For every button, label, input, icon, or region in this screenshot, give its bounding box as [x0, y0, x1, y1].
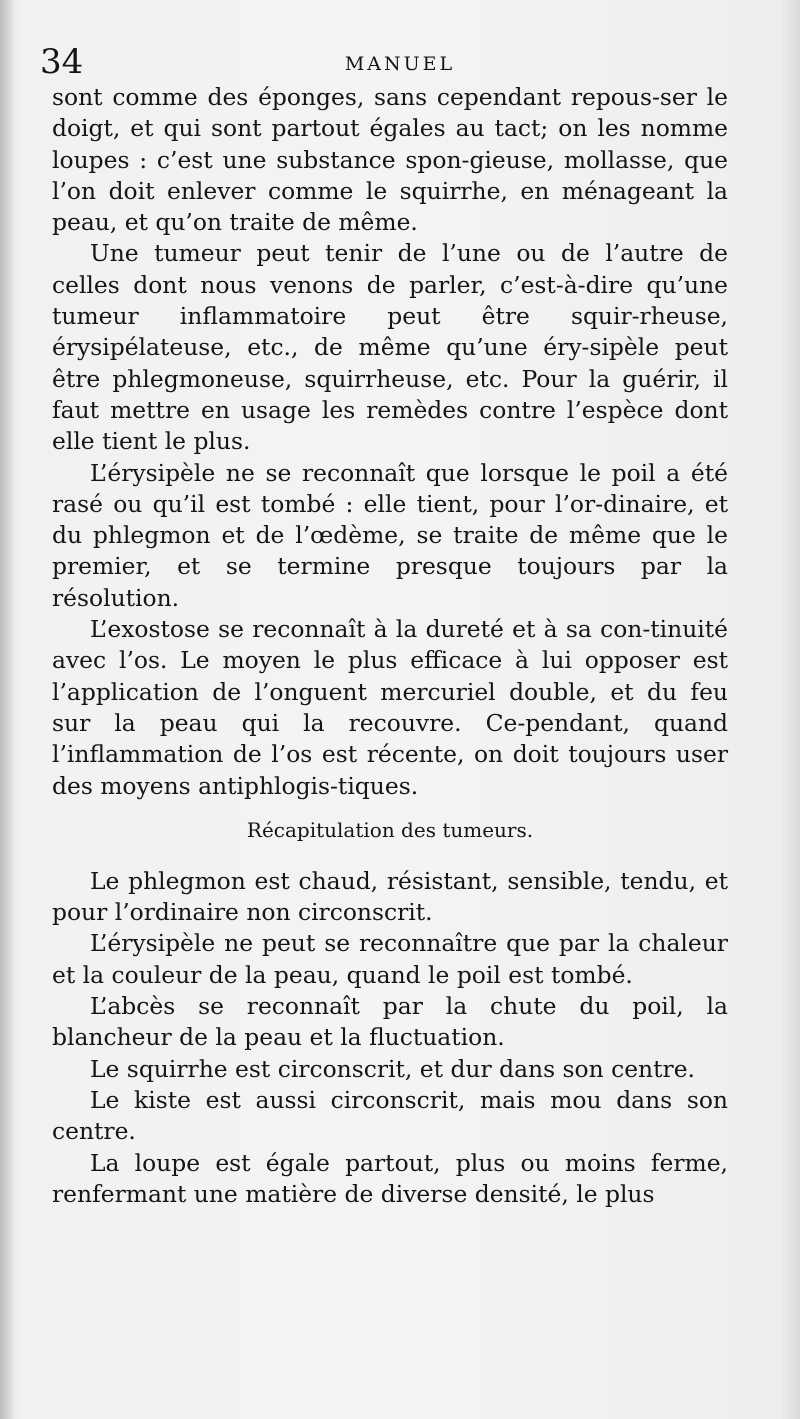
paragraph-continued: sont comme des éponges, sans cependant repous-ser le doigt, et qui sont partout égales au tact; on les nomme loupes : c’est une substance spon-gieuse, mollasse, que l’on doit enlever comme le squirrhe, en ménageant la peau, et qu’on traite de même. [52, 83, 728, 237]
recap-abces: L’abcès se reconnaît par la chute du poil, la blancheur de la peau et la fluctuation. [52, 992, 728, 1052]
paragraph-erysipele: L’érysipèle ne se reconnaît que lorsque le poil a été rasé ou qu’il est tombé : elle tient, pour l’or-dinaire, et du phlegmon et de l’œdème, se traite de même que le premier, et se termine presque toujours par la résolution. [52, 458, 728, 612]
recap-loupe: La loupe est égale partout, plus ou moins ferme, renfermant une matière de diverse densité, le plus [52, 1148, 728, 1208]
section-heading: Récapitulation des tumeurs. [246, 817, 534, 842]
page-number: 34 [40, 42, 84, 82]
paragraph-tumeur-mixte: Une tumeur peut tenir de l’une ou de l’autre de celles dont nous venons de parler, c’est-à-dire qu’une tumeur inflammatoire peut être squir-rheuse, érysipélateuse, etc., de même qu’une éry-sipèle peut être phlegmoneuse, squirrheuse, etc. Pour la guérir, il faut mettre en usage les remèdes contre l’espèce dont elle tient le plus. [52, 239, 728, 456]
recap-phlegmon: Le phlegmon est chaud, résistant, sensible, tendu, et pour l’ordinaire non circonscrit. [52, 866, 728, 927]
recap-erysipele: L’érysipèle ne peut se reconnaître que par la chaleur et la couleur de la peau, quand le poil est tombé. [52, 929, 728, 989]
running-head: MANUEL [344, 53, 456, 75]
paragraph-exostose: L’exostose se reconnaît à la dureté et à sa con-tinuité avec l’os. Le moyen le plus efficace à lui opposer est l’application de l’onguent mercuriel double, et du feu sur la peau qui la recouvre. Ce-pendant, quand l’inflammation de l’os est récente, on doit toujours user des moyens antiphlogis-tiques. [52, 615, 728, 800]
recap-kiste: Le kiste est aussi circonscrit, mais mou dans son centre. [52, 1085, 728, 1146]
recap-squirrhe: Le squirrhe est circonscrit, et dur dans son centre. [90, 1054, 695, 1083]
page-header [40, 42, 760, 82]
page-body [52, 82, 728, 1210]
